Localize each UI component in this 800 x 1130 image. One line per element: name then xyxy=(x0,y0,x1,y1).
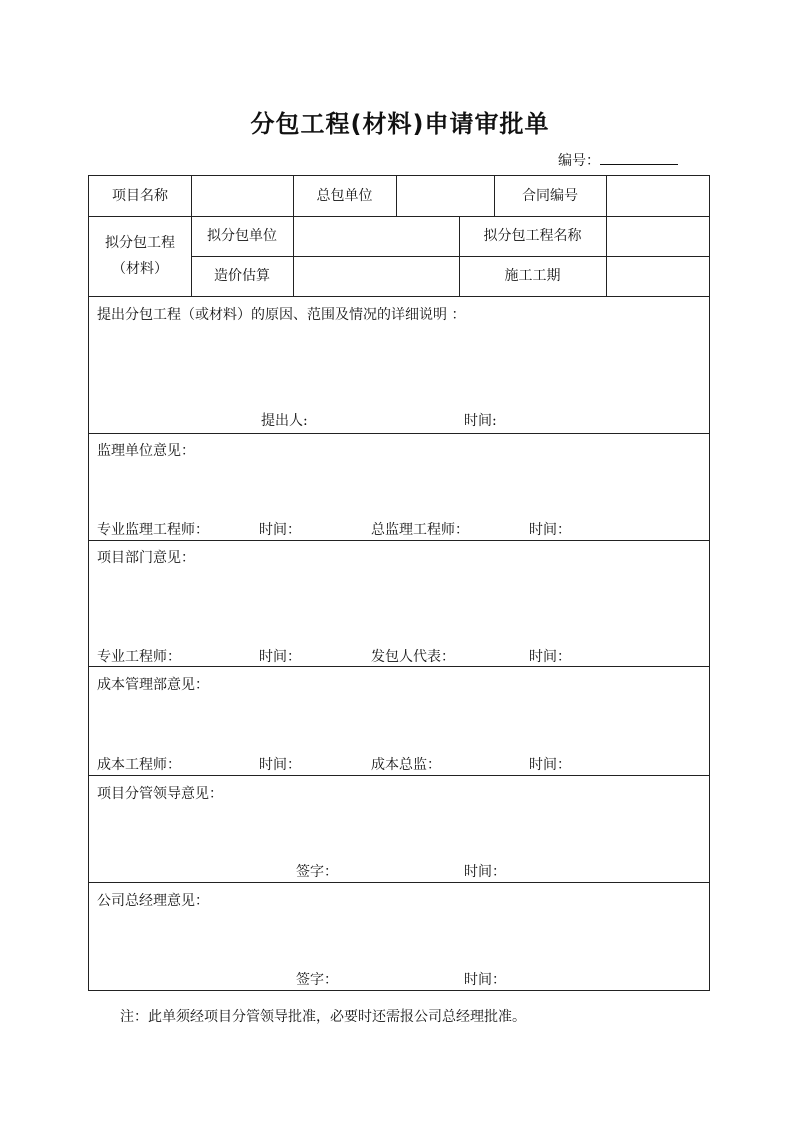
project-engineer-label: 专业工程师： xyxy=(97,649,181,665)
construction-period-label: 施工工期 xyxy=(504,268,561,284)
approval-form-table xyxy=(88,175,710,991)
cost-estimate-label: 造价估算 xyxy=(214,268,270,284)
proposed-sub-label xyxy=(89,216,191,296)
project-dept-opinion-label: 项目部门意见： xyxy=(97,550,195,566)
proposed-sub-line2: （材料） xyxy=(112,261,168,277)
row-divider xyxy=(89,433,709,434)
row-divider xyxy=(89,666,709,667)
gm-time-label: 时间： xyxy=(464,972,506,988)
proposed-sub-name-label: 拟分包工程名称 xyxy=(483,228,582,244)
cost-engineer-label: 成本工程师： xyxy=(97,757,181,773)
proposed-sub-unit-input[interactable] xyxy=(293,216,459,256)
row-divider xyxy=(89,296,709,297)
serial-number-field[interactable] xyxy=(600,164,678,165)
proposed-sub-name-input[interactable] xyxy=(606,216,709,256)
project-name-label: 项目名称 xyxy=(112,188,168,204)
proposed-sub-unit-label: 拟分包单位 xyxy=(207,228,277,244)
row-divider xyxy=(89,882,709,883)
description-time-label: 时间: xyxy=(464,413,497,429)
project-time2-label: 时间： xyxy=(529,649,571,665)
cost-director-label: 成本总监： xyxy=(371,757,441,773)
supervision-time2-label: 时间： xyxy=(529,522,571,538)
leader-signature-label: 签字： xyxy=(296,864,338,880)
proposer-label: 提出人: xyxy=(261,413,308,429)
supervision-engineer-label: 专业监理工程师： xyxy=(97,522,209,538)
contract-no-label: 合同编号 xyxy=(522,188,578,204)
client-rep-label: 发包人代表： xyxy=(371,649,455,665)
row-divider xyxy=(89,775,709,776)
serial-number-label: 编号： xyxy=(558,153,600,169)
project-time1-label: 时间： xyxy=(259,649,301,665)
construction-period-input[interactable] xyxy=(606,256,709,296)
proposed-sub-line1: 拟分包工程 xyxy=(105,235,175,251)
gm-opinion-label: 公司总经理意见： xyxy=(97,893,209,909)
general-contractor-label: 总包单位 xyxy=(316,188,373,204)
leader-opinion-label: 项目分管领导意见： xyxy=(97,786,223,802)
cost-dept-opinion-label: 成本管理部意见： xyxy=(97,677,209,693)
gm-signature-label: 签字： xyxy=(296,972,338,988)
project-name-input[interactable] xyxy=(191,176,293,216)
supervision-time1-label: 时间： xyxy=(259,522,301,538)
cost-time1-label: 时间： xyxy=(259,757,301,773)
cost-estimate-input[interactable] xyxy=(293,256,459,296)
supervision-opinion-label: 监理单位意见： xyxy=(97,443,195,459)
leader-time-label: 时间： xyxy=(464,864,506,880)
contract-no-input[interactable] xyxy=(606,176,709,216)
cost-time2-label: 时间： xyxy=(529,757,571,773)
general-contractor-input[interactable] xyxy=(396,176,494,216)
chief-supervisor-label: 总监理工程师： xyxy=(371,522,469,538)
description-label: 提出分包工程（或材料）的原因、范围及情况的详细说明 ： xyxy=(97,307,466,323)
footnote: 注：此单须经项目分管领导批准，必要时还需报公司总经理批准。 xyxy=(120,1009,526,1025)
row-divider xyxy=(89,540,709,541)
page-title: 分包工程(材料)申请审批单 xyxy=(250,110,550,138)
